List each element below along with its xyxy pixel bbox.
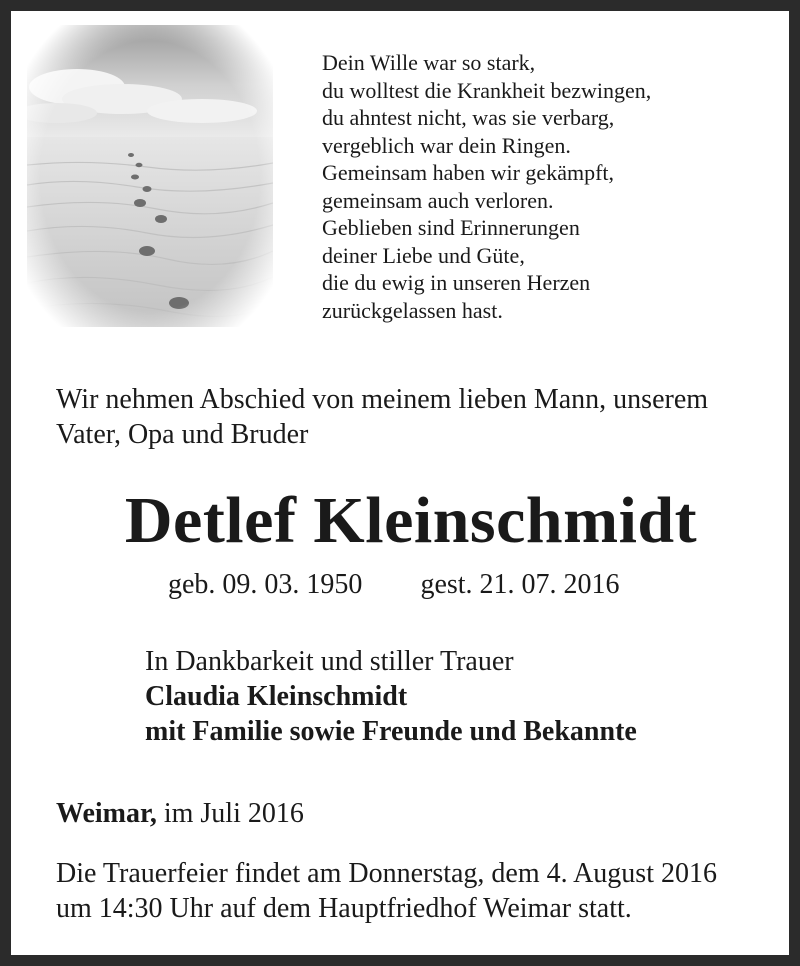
poem-line: zurückgelassen hast. (322, 297, 503, 323)
notice-date: im Juli 2016 (163, 798, 304, 829)
poem-line: deiner Liebe und Güte, (322, 242, 525, 268)
poem-line: du wolltest die Krankheit bezwingen, (322, 77, 652, 103)
poem-line: gemeinsam auch verloren. (322, 187, 554, 213)
farewell-intro (56, 382, 786, 452)
mourners-block (145, 644, 637, 749)
place-and-date (56, 797, 304, 831)
poem-line: Gemeinsam haben wir gekämpft, (322, 160, 615, 185)
intro-line: Vater, Opa und Bruder (56, 419, 309, 450)
funeral-info (56, 856, 717, 926)
poem-line: vergeblich war dein Ringen. (322, 132, 571, 158)
mourning-line: In Dankbarkeit und stiller Trauer (145, 646, 514, 677)
city-name: Weimar, (56, 798, 157, 829)
funeral-line: Die Trauerfeier findet am Donnerstag, dem 4. August 2016 (56, 858, 717, 889)
poem-line: du ahntest nicht, was sie verbarg, (322, 105, 615, 130)
mourner-name: Claudia Kleinschmidt (145, 681, 408, 712)
mourner-family: mit Familie sowie Freunde und Bekannte (145, 716, 637, 747)
poem-line: Geblieben sind Erinnerungen (322, 215, 580, 240)
funeral-line: um 14:30 Uhr auf dem Hauptfriedhof Weimar statt. (56, 893, 632, 924)
death-date: gest. 21. 07. 2016 (420, 569, 620, 600)
poem-line: Dein Wille war so stark, (322, 50, 536, 75)
poem-line: die du ewig in unseren Herzen (322, 270, 591, 295)
memorial-poem (322, 49, 651, 324)
footprints-in-sand-photo (27, 25, 273, 327)
intro-line: Wir nehmen Abschied von meinem lieben Mann, unserem (56, 384, 709, 415)
life-dates (168, 568, 620, 602)
deceased-name: Detlef Kleinschmidt (124, 484, 698, 557)
birth-date: geb. 09. 03. 1950 (168, 569, 363, 600)
